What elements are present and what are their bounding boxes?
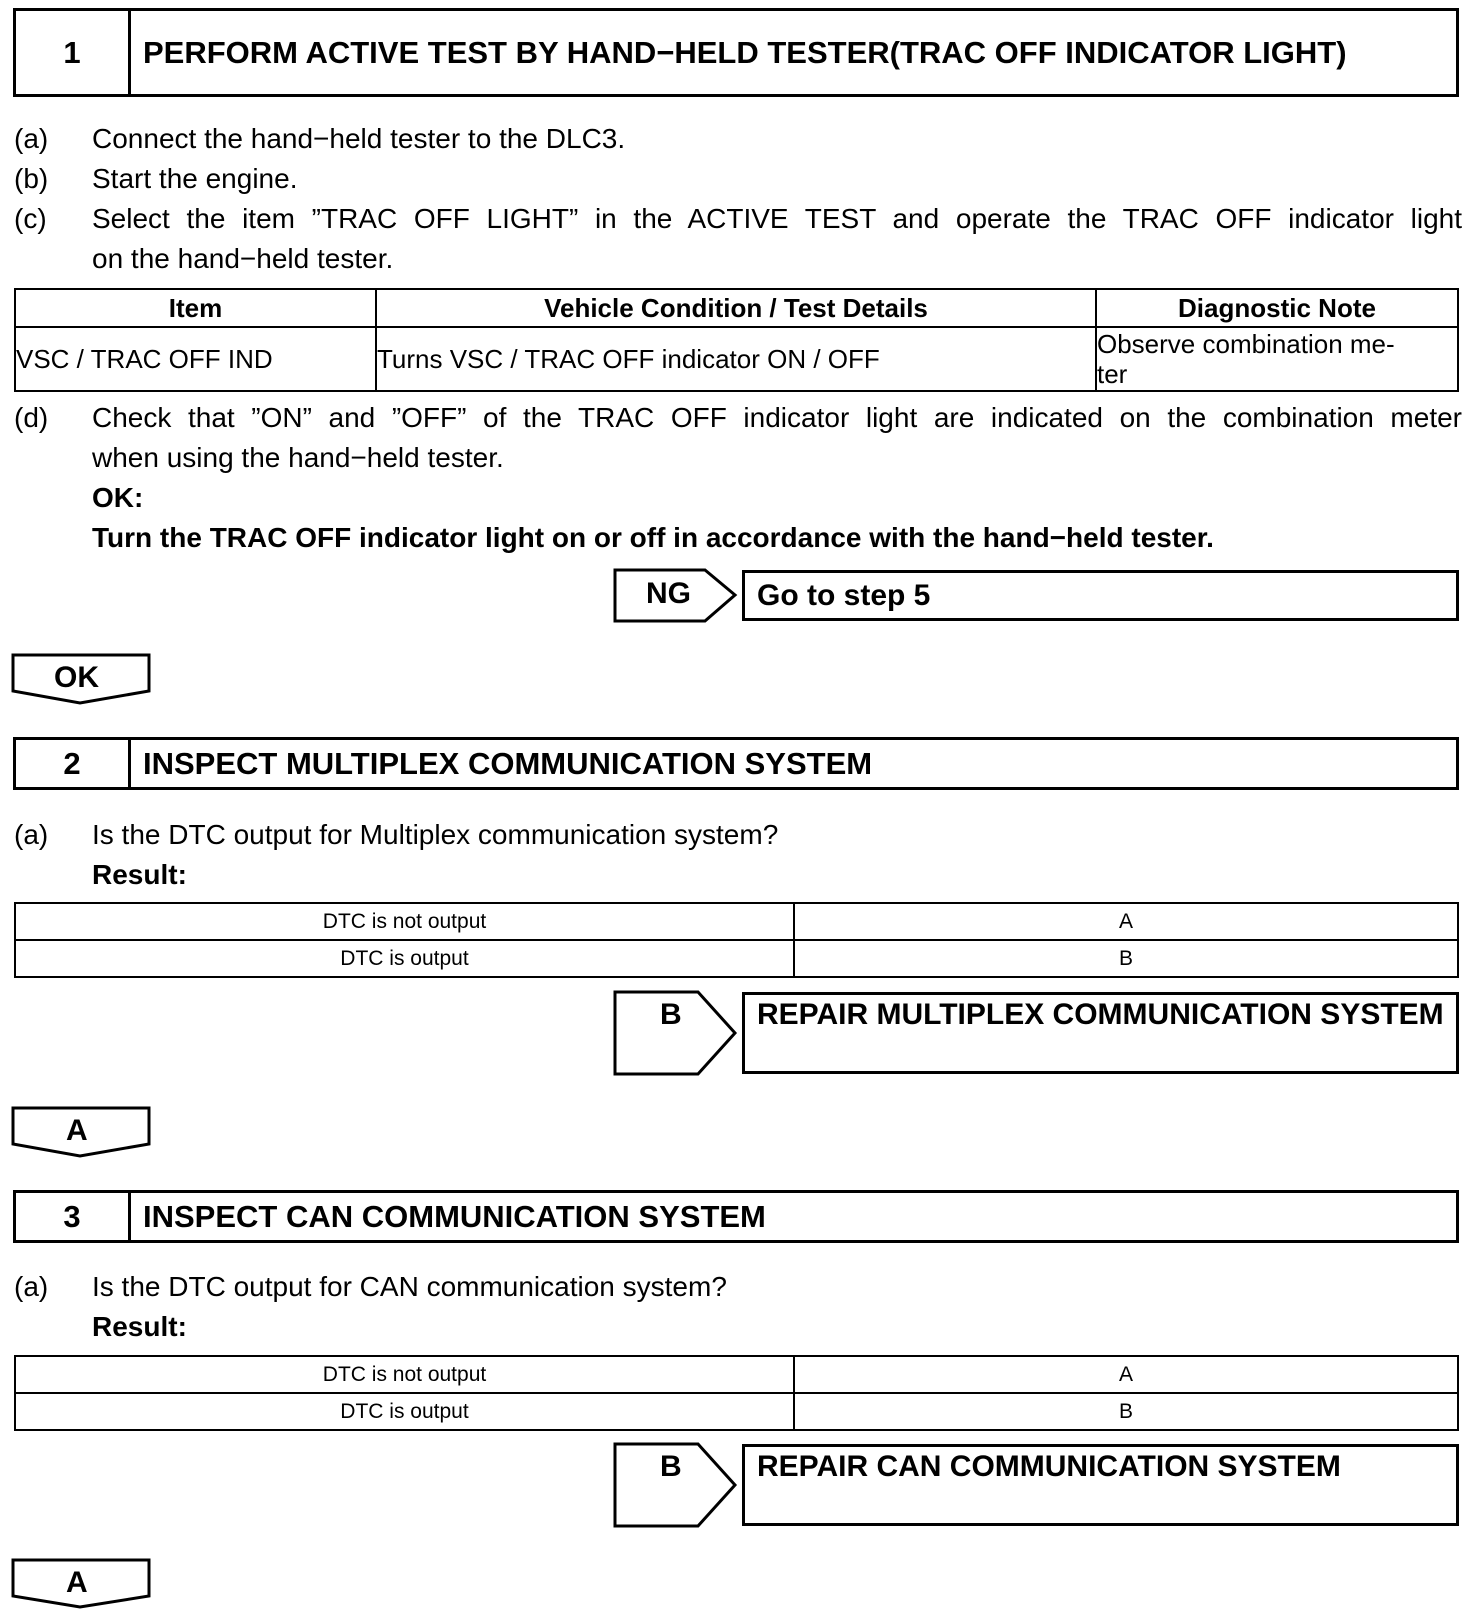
result-condition: DTC is output <box>15 940 794 977</box>
instruction-text-line1: Select the item ”TRAC OFF LIGHT” in the ACTIVE TEST and operate the TRAC OFF indicator light <box>92 203 1462 234</box>
header-item: Item <box>15 289 376 327</box>
step-number: 3 <box>16 1193 131 1240</box>
step-2-branch-tag-label: B <box>660 998 682 1031</box>
ng-action-text: Go to step 5 <box>757 579 931 612</box>
question-text: Is the DTC output for CAN communication system? <box>92 1271 727 1302</box>
step-3-branch-tag-label: B <box>660 1450 682 1483</box>
step-title: INSPECT MULTIPLEX COMMUNICATION SYSTEM <box>143 745 873 781</box>
result-code: A <box>794 1356 1458 1393</box>
step-number: 1 <box>16 11 131 94</box>
instruction-text-line2: on the hand−held tester. <box>92 243 394 274</box>
question-letter: (a) <box>14 819 49 850</box>
header-vehicle-condition: Vehicle Condition / Test Details <box>376 289 1096 327</box>
cell-item: VSC / TRAC OFF IND <box>15 327 376 391</box>
step-title: PERFORM ACTIVE TEST BY HAND−HELD TESTER(TRAC OFF INDICATOR LIGHT) <box>143 34 1347 70</box>
result-label: Result: <box>92 1311 187 1342</box>
instruction-letter: (d) <box>14 402 49 433</box>
instruction-letter: (a) <box>14 123 49 154</box>
step-3-branch-action-text: REPAIR CAN COMMUNICATION SYSTEM <box>757 1450 1341 1483</box>
step-2-next-tag-label: A <box>66 1114 88 1147</box>
question-letter: (a) <box>14 1271 49 1302</box>
step-3-next-tag-label: A <box>66 1566 88 1599</box>
question-text: Is the DTC output for Multiplex communication system? <box>92 819 779 850</box>
step-number: 2 <box>16 740 131 787</box>
step-title: INSPECT CAN COMMUNICATION SYSTEM <box>143 1198 766 1234</box>
result-label: Result: <box>92 859 187 890</box>
instruction-letter: (b) <box>14 163 49 194</box>
ng-tag-label: NG <box>646 577 691 610</box>
result-condition: DTC is not output <box>15 1356 794 1393</box>
result-condition: DTC is output <box>15 1393 794 1430</box>
instruction-letter: (c) <box>14 203 47 234</box>
cell-diagnostic-note: Observe combination me- ter <box>1096 327 1458 391</box>
instruction-text: Connect the hand−held tester to the DLC3. <box>92 123 626 154</box>
result-code: B <box>794 1393 1458 1430</box>
ok-label: OK: <box>92 482 144 513</box>
result-code: B <box>794 940 1458 977</box>
ok-criteria: Turn the TRAC OFF indicator light on or off in accordance with the hand−held tester. <box>92 522 1214 553</box>
cell-vehicle-condition: Turns VSC / TRAC OFF indicator ON / OFF <box>376 327 1096 391</box>
header-diagnostic-note: Diagnostic Note <box>1096 289 1458 327</box>
result-code: A <box>794 903 1458 940</box>
check-text-line2: when using the hand−held tester. <box>92 442 504 473</box>
ok-tag-label: OK <box>54 661 99 694</box>
instruction-text: Start the engine. <box>92 163 298 194</box>
check-text-line1: Check that ”ON” and ”OFF” of the TRAC OFF indicator light are indicated on the combination meter <box>92 402 1462 433</box>
step-2-branch-action-text: REPAIR MULTIPLEX COMMUNICATION SYSTEM <box>757 998 1444 1031</box>
result-condition: DTC is not output <box>15 903 794 940</box>
